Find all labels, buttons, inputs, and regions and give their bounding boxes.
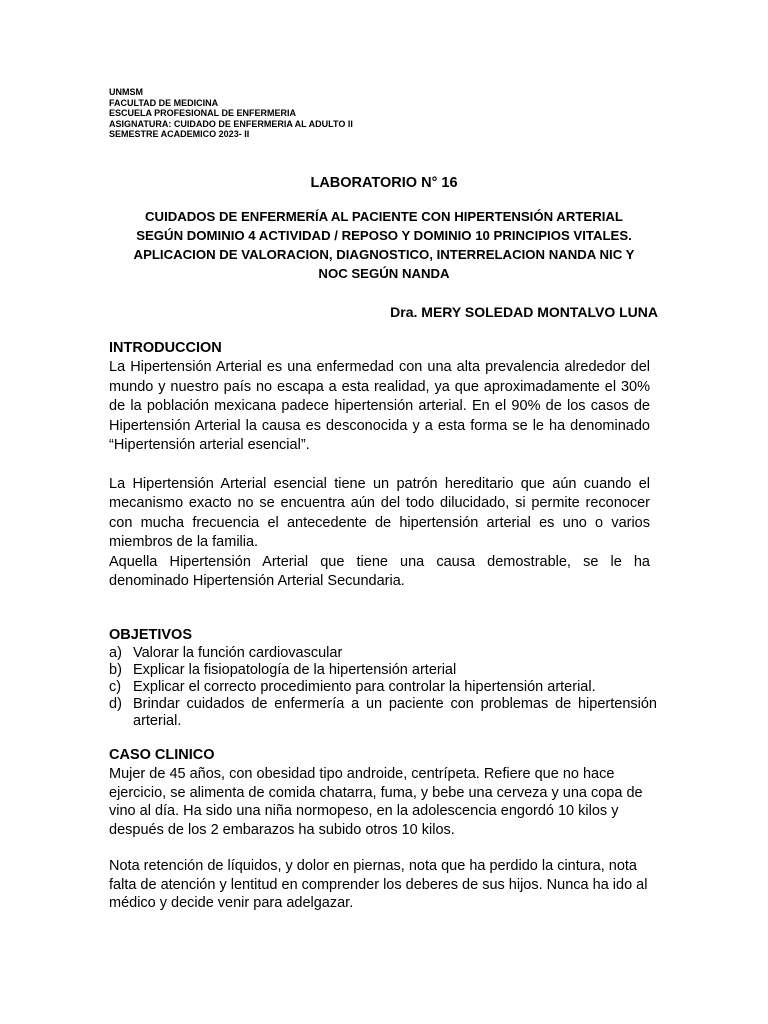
title-line: APLICACION DE VALORACION, DIAGNOSTICO, INTERRELACION NANDA NIC Y: [133, 247, 635, 262]
list-marker: b): [109, 662, 122, 678]
list-item-text: Valorar la función cardiovascular: [133, 645, 343, 661]
list-marker: d): [109, 696, 122, 712]
list-item-text: Brindar cuidados de enfermería a un paciente con problemas de hipertensión arterial.: [133, 696, 657, 729]
caso-clinico-paragraph-1: Mujer de 45 años, con obesidad tipo androide, centrípeta. Refiere que no hace ejercicio, se alimenta de comida chatarra, fuma, y bebe una cerveza y una copa de vino al día. Ha sido una niña normopeso, en la adolescencia engordó 10 kilos y después de los 2 embarazos ha subido otros 10 kilos.: [109, 766, 643, 838]
list-item: [109, 679, 657, 696]
objetivos-heading: OBJETIVOS: [109, 627, 192, 643]
objetivos-section: [109, 626, 657, 730]
caso-clinico-paragraph-2: Nota retención de líquidos, y dolor en piernas, nota que ha perdido la cintura, nota falta de atención y lentitud en comprender los deberes de sus hijos. Nunca ha ido al médico y decide venir para adelgazar.: [109, 858, 648, 911]
institution-header: [109, 87, 353, 140]
objetivos-list: [109, 645, 657, 730]
introduccion-heading: INTRODUCCION: [109, 340, 222, 356]
list-item-text: Explicar la fisiopatología de la hipertensión arterial: [133, 662, 457, 678]
title-line: SEGÚN DOMINIO 4 ACTIVIDAD / REPOSO Y DOMINIO 10 PRINCIPIOS VITALES.: [136, 228, 632, 243]
list-item-text: Explicar el correcto procedimiento para controlar la hipertensión arterial.: [133, 679, 596, 695]
header-line-semester: SEMESTRE ACADEMICO 2023- II: [109, 129, 250, 139]
introduccion-section: [109, 339, 650, 592]
introduccion-paragraph-3: Aquella Hipertensión Arterial que tiene una causa demostrable, se le ha denominado Hipertensión Arterial Secundaria.: [109, 553, 650, 589]
header-line-faculty: FACULTAD DE MEDICINA: [109, 97, 219, 108]
introduccion-paragraph-1: La Hipertensión Arterial es una enfermedad con una alta prevalencia alrededor del mundo y nuestro país no escapa a esta realidad, ya que aproximadamente el 30% de la población mexicana padece hipertensión arterial. En el 90% de los casos de Hipertensión Arterial la causa es desconocida y a esta forma se le ha denominado “Hipertensión arterial esencial”.: [109, 359, 650, 453]
list-marker: a): [109, 645, 122, 661]
list-marker: c): [109, 679, 122, 695]
title-line: CUIDADOS DE ENFERMERÍA AL PACIENTE CON HIPERTENSIÓN ARTERIAL: [145, 209, 623, 224]
list-item: [109, 662, 657, 679]
header-line-subject: ASIGNATURA: CUIDADO DE ENFERMERIA AL ADULTO II: [109, 118, 353, 129]
document-title: [109, 207, 659, 283]
header-line-school: ESCUELA PROFESIONAL DE ENFERMERIA: [109, 108, 297, 118]
header-line-university: UNMSM: [109, 87, 143, 97]
title-line: NOC SEGÚN NANDA: [318, 266, 450, 281]
caso-clinico-heading: CASO CLINICO: [109, 747, 215, 763]
lab-title: LABORATORIO N° 16: [310, 175, 458, 191]
list-item: [109, 696, 657, 730]
introduccion-paragraph-2: La Hipertensión Arterial esencial tiene un patrón hereditario que aún cuando el mecanismo exacto no se encuentra aún del todo dilucidado, si permite reconocer con mucha frecuencia el antecedente de hipertensión arterial es uno o varios miembros de la familia.: [109, 475, 650, 550]
list-item: [109, 645, 657, 662]
caso-clinico-section: [109, 746, 657, 913]
author-name: Dra. MERY SOLEDAD MONTALVO LUNA: [390, 304, 658, 320]
